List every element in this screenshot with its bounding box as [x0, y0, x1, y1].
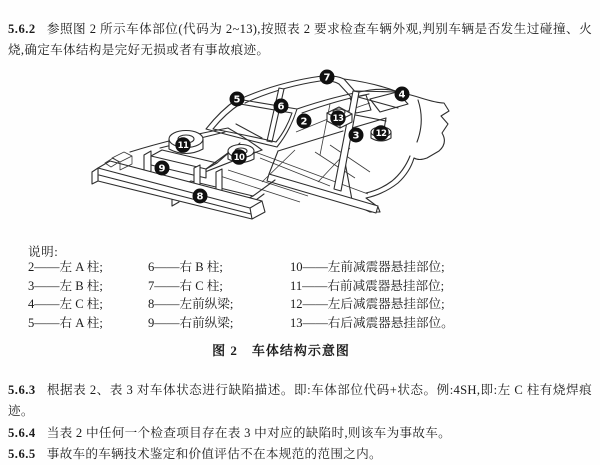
section-paragraph-5-6-5	[8, 444, 592, 465]
svg-text:4: 4	[398, 89, 406, 101]
svg-text:13: 13	[332, 114, 344, 124]
legend-item: 11——右前减震器悬挂部位;	[290, 278, 445, 293]
part-marker-9	[155, 161, 169, 175]
legend-column-2	[148, 258, 233, 332]
svg-text:2: 2	[300, 116, 308, 128]
part-marker-12	[374, 126, 388, 140]
part-marker-7	[320, 70, 334, 84]
section-number: 5.6.3	[8, 382, 36, 397]
legend-item: 9——右前纵梁;	[148, 315, 234, 330]
svg-text:6: 6	[277, 101, 285, 113]
legend-title: 说明:	[28, 245, 59, 259]
part-marker-6	[274, 99, 288, 113]
section-text: 事故车的车辆技术鉴定和价值评估不在本规范的范围之内。	[46, 446, 382, 461]
svg-text:9: 9	[158, 163, 166, 175]
section-text: 根据表 2、表 3 对车体状态进行缺陷描述。即:车体部位代码+状态。例:4SH,即:左 C 柱有烧焊痕迹。	[8, 382, 592, 419]
svg-text:11: 11	[177, 141, 189, 151]
legend-column-1	[28, 258, 103, 332]
part-marker-2	[297, 114, 311, 128]
svg-text:8: 8	[196, 191, 204, 203]
svg-text:12: 12	[375, 129, 387, 139]
svg-text:3: 3	[352, 130, 360, 142]
legend-item: 2——左 A 柱;	[28, 260, 103, 274]
part-marker-13	[331, 111, 345, 125]
section-number: 5.6.2	[8, 21, 36, 36]
legend-item: 6——右 B 柱;	[148, 260, 223, 274]
legend-item: 3——左 B 柱;	[28, 278, 103, 293]
legend-item: 13——右后减震器悬挂部位。	[290, 315, 454, 330]
legend-item: 8——左前纵梁;	[148, 297, 234, 312]
car-body-diagram	[88, 52, 516, 238]
legend-item: 4——左 C 柱;	[28, 297, 103, 312]
section-paragraph-5-6-4	[8, 423, 592, 445]
legend-column-3	[290, 258, 454, 332]
part-marker-11	[176, 138, 190, 152]
part-marker-8	[193, 189, 207, 203]
part-marker-3	[349, 128, 363, 142]
section-paragraph-5-6-3	[8, 380, 592, 423]
section-number: 5.6.5	[8, 446, 36, 461]
legend-item: 5——右 A 柱;	[28, 315, 103, 330]
part-marker-5	[230, 92, 244, 106]
legend-item: 12——左后减震器悬挂部位;	[290, 297, 445, 312]
figure-caption: 图 2 车体结构示意图	[212, 343, 350, 358]
car-structure-figure	[88, 52, 516, 238]
svg-text:10: 10	[233, 153, 245, 163]
section-number: 5.6.4	[8, 425, 36, 440]
section-text: 参照图 2 所示车体部位(代码为 2~13),按照表 2 要求检查车辆外观,判别车辆是否发生过碰撞、火烧,确定车体结构是完好无损或者有事故痕迹。	[8, 21, 592, 58]
legend-item: 7——右 C 柱;	[148, 278, 223, 293]
svg-text:7: 7	[323, 72, 331, 84]
svg-text:5: 5	[233, 94, 241, 106]
legend-item: 10——左前减震器悬挂部位;	[290, 260, 445, 274]
part-marker-10	[232, 150, 246, 164]
part-marker-4	[395, 87, 409, 101]
section-text: 当表 2 中任何一个检查项目存在表 3 中对应的缺陷时,则该车为事故车。	[46, 425, 452, 440]
